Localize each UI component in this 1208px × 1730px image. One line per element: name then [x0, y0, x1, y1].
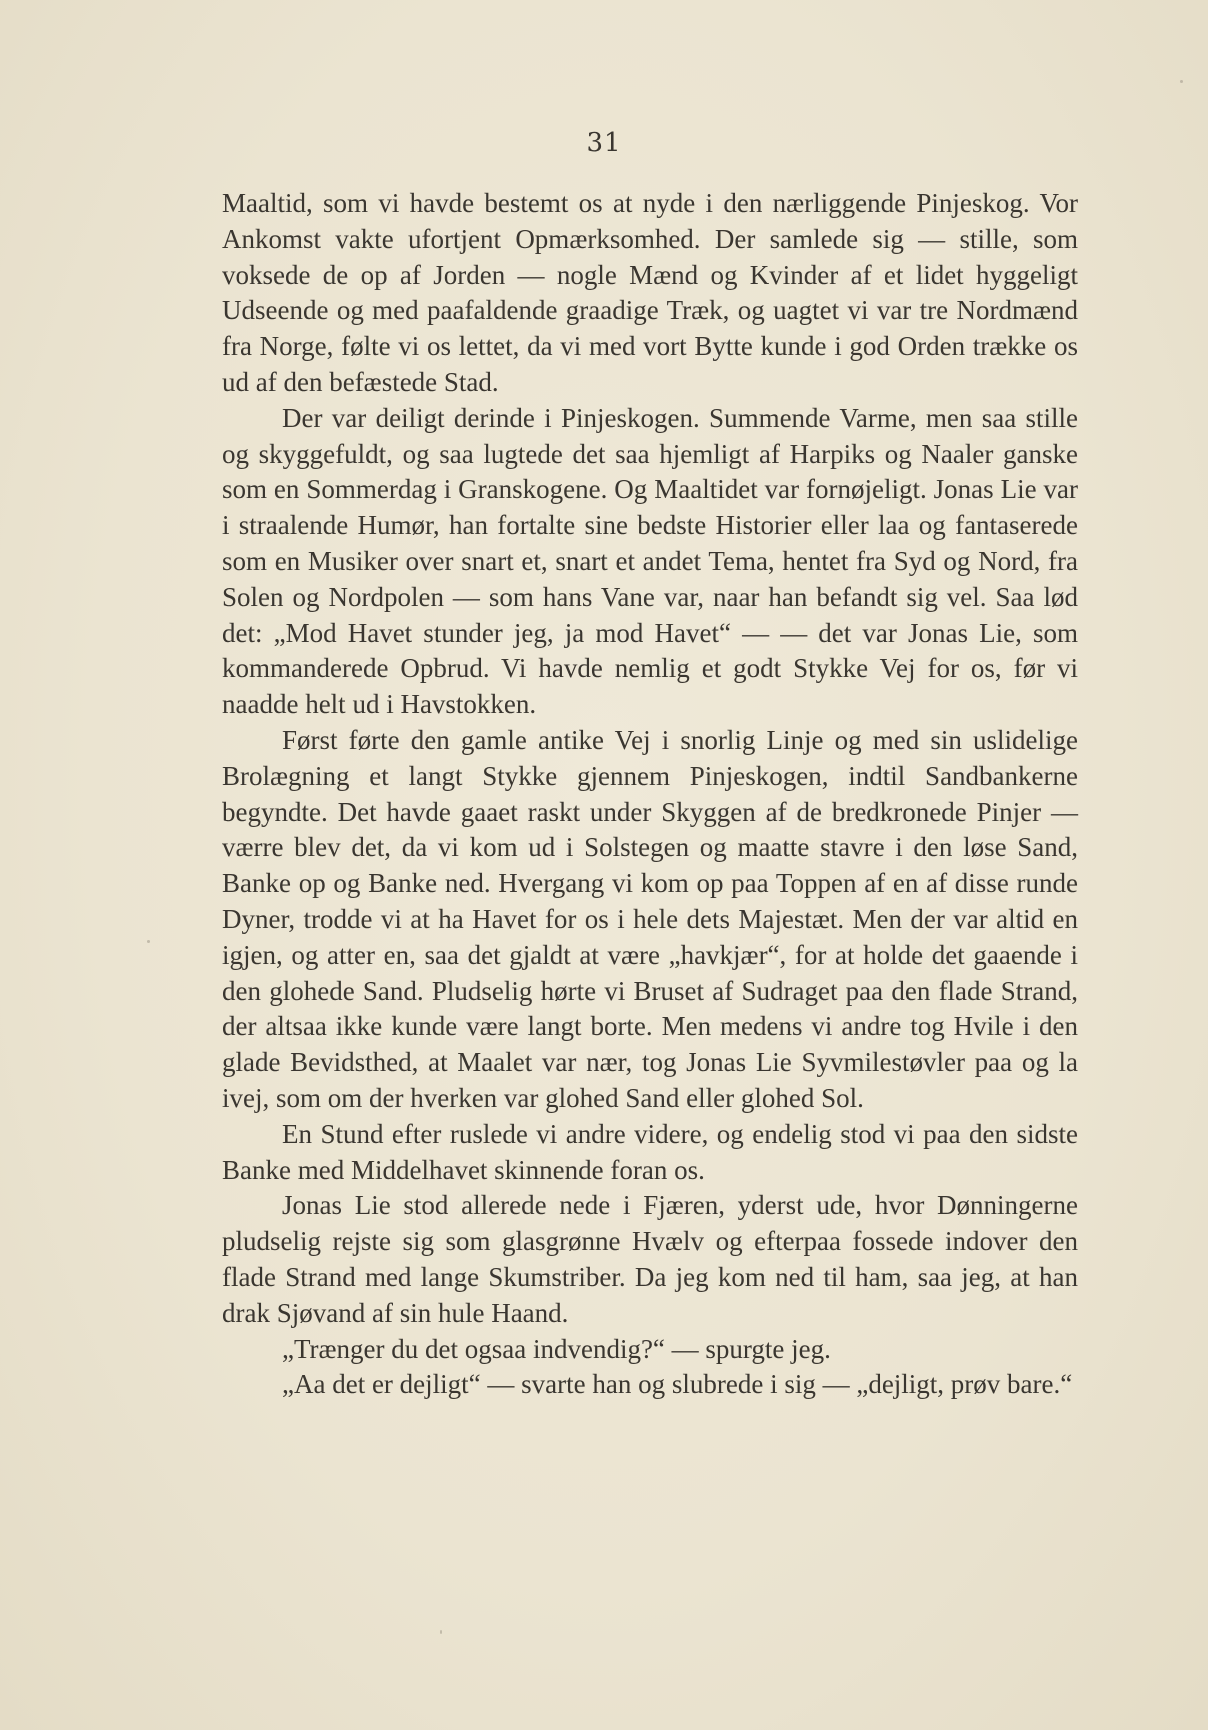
paragraph-4: En Stund efter ruslede vi andre videre, og endelig stod vi paa den sidste Banke med Middelhavet skinnende foran os. — [222, 1118, 1078, 1185]
paragraph-2: Der var deiligt derinde i Pinjeskogen. Summende Varme, men saa stille og skyggefuldt, og saa lugtede det saa hjemligt af Harpiks og Naaler ganske som en Sommerdag i Granskogene. Og Maaltidet var fornøjeligt. Jonas Lie var i straalende Humør, han fortalte sine bedste Historier eller laa og fantaserede som en Musiker over snart et, snart et andet Tema, hentet fra Syd og Nord, fra Solen og Nordpolen — som hans Vane var, naar han befandt sig vel. Saa lød det: „Mod Havet stunder jeg, ja mod Havet“ — — det var Jonas Lie, som kommanderede Opbrud. Vi havde nemlig et godt Stykke Vej for os, før vi naadde helt ud i Havstokken. — [222, 402, 1078, 720]
paragraph-7: „Aa det er dejligt“ — svarte han og slubrede i sig — „dejligt, prøv bare.“ — [282, 1369, 1073, 1400]
paper-speck — [440, 1630, 442, 1634]
page-number: 31 — [586, 128, 622, 158]
paragraph-5: Jonas Lie stod allerede nede i Fjæren, yderst ude, hvor Dønningerne pludselig rejste sig som glasgrønne Hvælv og efterpaa fossede indover den flade Strand med lange Skumstriber. Da jeg kom ned til ham, saa jeg, at han drak Sjøvand af sin hule Haand. — [222, 1190, 1078, 1328]
paragraph-1: Maaltid, som vi havde bestemt os at nyde i den nærliggende Pinjeskog. Vor Ankomst vakte ufortjent Opmærksomhed. Der samlede sig — stille, som voksede de op af Jorden — nogle Mænd og Kvinder af et lidet hyggeligt Udseende og med paafaldende graadige Træk, og uagtet vi var tre Nordmænd fra Norge, følte vi os lettet, da vi med vort Bytte kunde i god Orden trække os ud af den befæstede Stad. — [222, 188, 1078, 397]
paper-speck — [147, 940, 150, 943]
paper-speck — [1180, 80, 1183, 83]
body-text — [222, 186, 1078, 1403]
paragraph-6: „Trænger du det ogsaa indvendig?“ — spurgte jeg. — [282, 1333, 831, 1364]
paragraph-3: Først førte den gamle antike Vej i snorlig Linje og med sin uslidelige Brolægning et langt Stykke gjennem Pinjeskogen, indtil Sandbankerne begyndte. Det havde gaaet raskt under Skyggen af de bredkronede Pinjer — værre blev det, da vi kom ud i Solstegen og maatte stavre i den løse Sand, Banke op og Banke ned. Hvergang vi kom op paa Toppen af en af disse runde Dyner, trodde vi at ha Havet for os i hele dets Majestæt. Men der var altid en igjen, og atter en, saa det gjaldt at være „havkjær“, for at holde det gaaende i den glohede Sand. Pludselig hørte vi Bruset af Sudraget paa den flade Strand, der altsaa ikke kunde være langt borte. Men medens vi andre tog Hvile i den glade Bevidsthed, at Maalet var nær, tog Jonas Lie Syvmilestøvler paa og la ivej, som om der hverken var glohed Sand eller glohed Sol. — [222, 724, 1078, 1113]
